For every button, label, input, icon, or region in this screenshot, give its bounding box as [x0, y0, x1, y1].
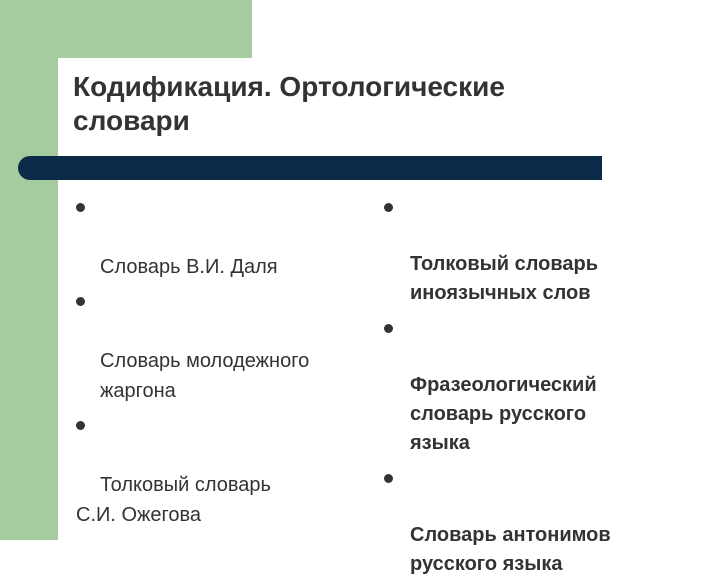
slide-title: Кодификация. Ортологические словари	[73, 71, 505, 136]
right-column-list	[384, 192, 684, 584]
bullet-icon	[384, 324, 393, 333]
list-item-text: Толковый словарь	[100, 474, 271, 496]
bullet-icon	[76, 421, 85, 430]
bullet-icon	[76, 203, 85, 212]
list-item-text: Словарь антонимов русского языка	[410, 524, 611, 575]
title-divider-bar	[18, 156, 602, 180]
list-item	[76, 410, 376, 500]
list-item-text: Толковый словарь иноязычных слов	[410, 253, 599, 304]
bullet-icon	[76, 297, 85, 306]
list-item	[76, 286, 376, 406]
list-item	[384, 463, 684, 579]
list-item-text: Словарь В.И. Даля	[100, 256, 278, 278]
bullet-icon	[384, 203, 393, 212]
decor-green-top	[0, 0, 252, 58]
list-item	[384, 192, 684, 308]
left-column-list	[76, 192, 376, 534]
list-item	[76, 192, 376, 282]
list-item	[384, 313, 684, 458]
list-item-text: Фразеологический словарь русского языка	[410, 374, 597, 454]
bullet-icon	[384, 474, 393, 483]
list-item-continuation: С.И. Ожегова	[76, 504, 202, 526]
decor-green-left	[0, 58, 58, 540]
list-item-text: Словарь молодежного жаргона	[100, 350, 310, 402]
